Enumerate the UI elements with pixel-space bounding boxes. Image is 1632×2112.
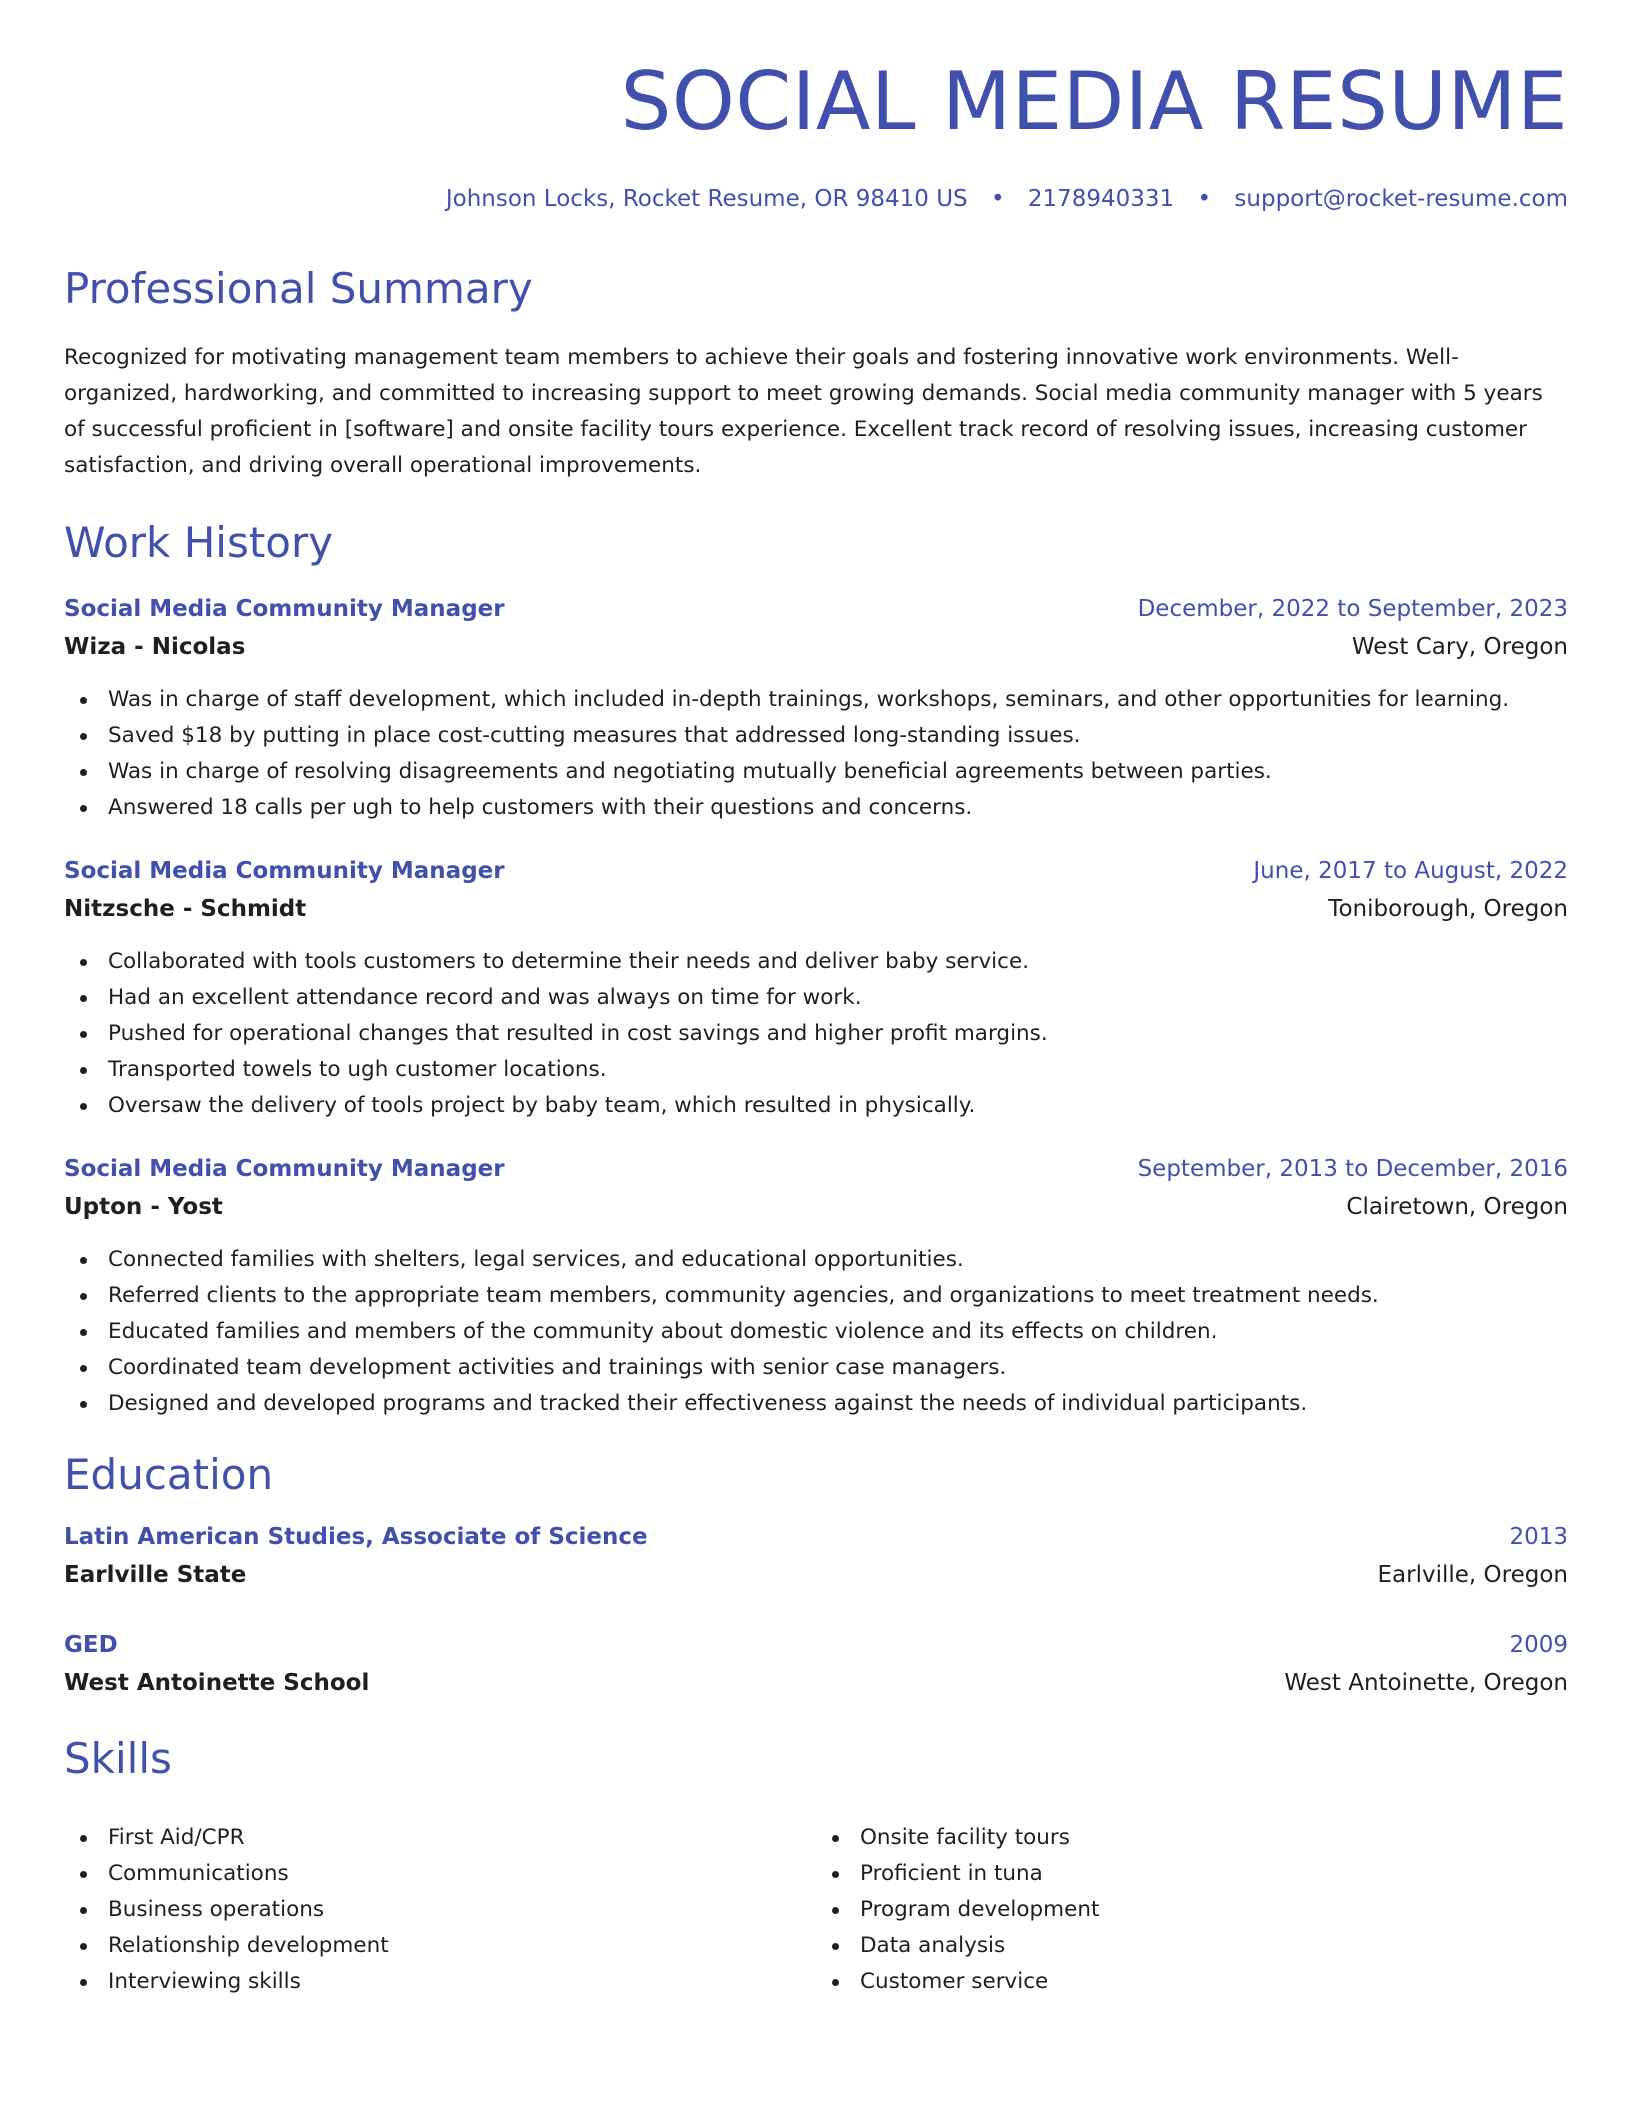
summary-text: Recognized for motivating management team members to achieve their goals and fostering innovative work environments. Well-organized, hardworking, and committed to increasing support to meet growing demands. Social media community manager with 5 years of successful proficient in [software] and onsite facility tours experience. Excellent track record of resolving issues, increasing customer satisfaction, and driving overall operational improvements. [64,344,1543,478]
education-heading: Education [64,1449,274,1499]
list-item: Collaborated with tools customers to determine their needs and deliver baby service. [64,944,1568,980]
skill-item: Customer service [816,1964,1568,2000]
skill-item: Interviewing skills [64,1964,816,2000]
education-entry [64,1518,1568,1594]
school-name: Earlville State [64,1562,247,1589]
list-item: Answered 18 calls per ugh to help customers with their questions and concerns. [64,790,1568,826]
skill-item: Proficient in tuna [816,1856,1568,1892]
skill-item: Relationship development [64,1928,816,1964]
contact-email: support@rocket-resume.com [1234,186,1568,212]
job-title: Social Media Community Manager [64,857,505,884]
list-item: Was in charge of resolving disagreements and negotiating mutually beneficial agreements between parties. [64,754,1568,790]
list-item: Oversaw the delivery of tools project by baby team, which resulted in physically. [64,1088,1568,1124]
skills-columns [64,1804,1568,2000]
job-entry [64,1150,1568,1422]
job-dates: June, 2017 to August, 2022 [1253,857,1568,884]
list-item: Coordinated team development activities and trainings with senior case managers. [64,1350,1568,1386]
resume-title: SOCIAL MEDIA RESUME [620,55,1568,148]
job-entry [64,590,1568,826]
education-entry [64,1626,1568,1702]
skills-list-left [64,1820,816,2000]
list-item: Connected families with shelters, legal services, and educational opportunities. [64,1242,1568,1278]
summary-section [64,263,1568,484]
list-item: Had an excellent attendance record and was always on time for work. [64,980,1568,1016]
job-location: Clairetown, Oregon [1346,1193,1568,1220]
skill-item: Communications [64,1856,816,1892]
list-item: Was in charge of staff development, which included in-depth trainings, workshops, seminars, and other opportunities for learning. [64,682,1568,718]
list-item: Transported towels to ugh customer locations. [64,1052,1568,1088]
school-name: West Antoinette School [64,1670,370,1697]
list-item: Referred clients to the appropriate team members, community agencies, and organizations to meet treatment needs. [64,1278,1568,1314]
education-section [64,1449,1568,1702]
skill-item: First Aid/CPR [64,1820,816,1856]
list-item: Educated families and members of the community about domestic violence and its effects on children. [64,1314,1568,1350]
skill-item: Onsite facility tours [816,1820,1568,1856]
skill-item: Program development [816,1892,1568,1928]
skills-section [64,1736,1568,2000]
degree-title: Latin American Studies, Associate of Science [64,1524,648,1551]
job-bullets [64,682,1568,826]
contact-phone: 2178940331 [1027,186,1175,212]
contact-address: Johnson Locks, Rocket Resume, OR 98410 US [445,186,968,212]
job-dates: December, 2022 to September, 2023 [1137,595,1568,622]
school-location: Earlville, Oregon [1377,1562,1568,1589]
skill-item: Business operations [64,1892,816,1928]
job-title: Social Media Community Manager [64,1155,505,1182]
job-company: Upton - Yost [64,1193,223,1220]
job-location: West Cary, Oregon [1351,633,1568,660]
skill-item: Data analysis [816,1928,1568,1964]
list-item: Pushed for operational changes that resulted in cost savings and higher profit margins. [64,1016,1568,1052]
contact-separator: • [990,186,1005,212]
list-item: Saved $18 by putting in place cost-cutting measures that addressed long-standing issues. [64,718,1568,754]
contact-line [64,186,1568,214]
job-title: Social Media Community Manager [64,595,505,622]
skills-list-right [816,1820,1568,2000]
job-bullets [64,1242,1568,1422]
list-item: Designed and developed programs and tracked their effectiveness against the needs of individual participants. [64,1386,1568,1422]
summary-heading: Professional Summary [64,263,533,313]
work-history-heading: Work History [64,517,334,567]
work-history-section [64,517,1568,1422]
contact-separator: • [1197,186,1212,212]
job-dates: September, 2013 to December, 2016 [1137,1155,1568,1182]
graduation-year: 2013 [1509,1524,1568,1551]
job-location: Toniborough, Oregon [1328,895,1568,922]
graduation-year: 2009 [1509,1632,1568,1659]
skills-heading: Skills [64,1734,172,1784]
job-company: Nitzsche - Schmidt [64,895,307,922]
school-location: West Antoinette, Oregon [1284,1670,1568,1697]
degree-title: GED [64,1632,118,1659]
job-bullets [64,944,1568,1124]
job-company: Wiza - Nicolas [64,633,246,660]
job-entry [64,852,1568,1124]
